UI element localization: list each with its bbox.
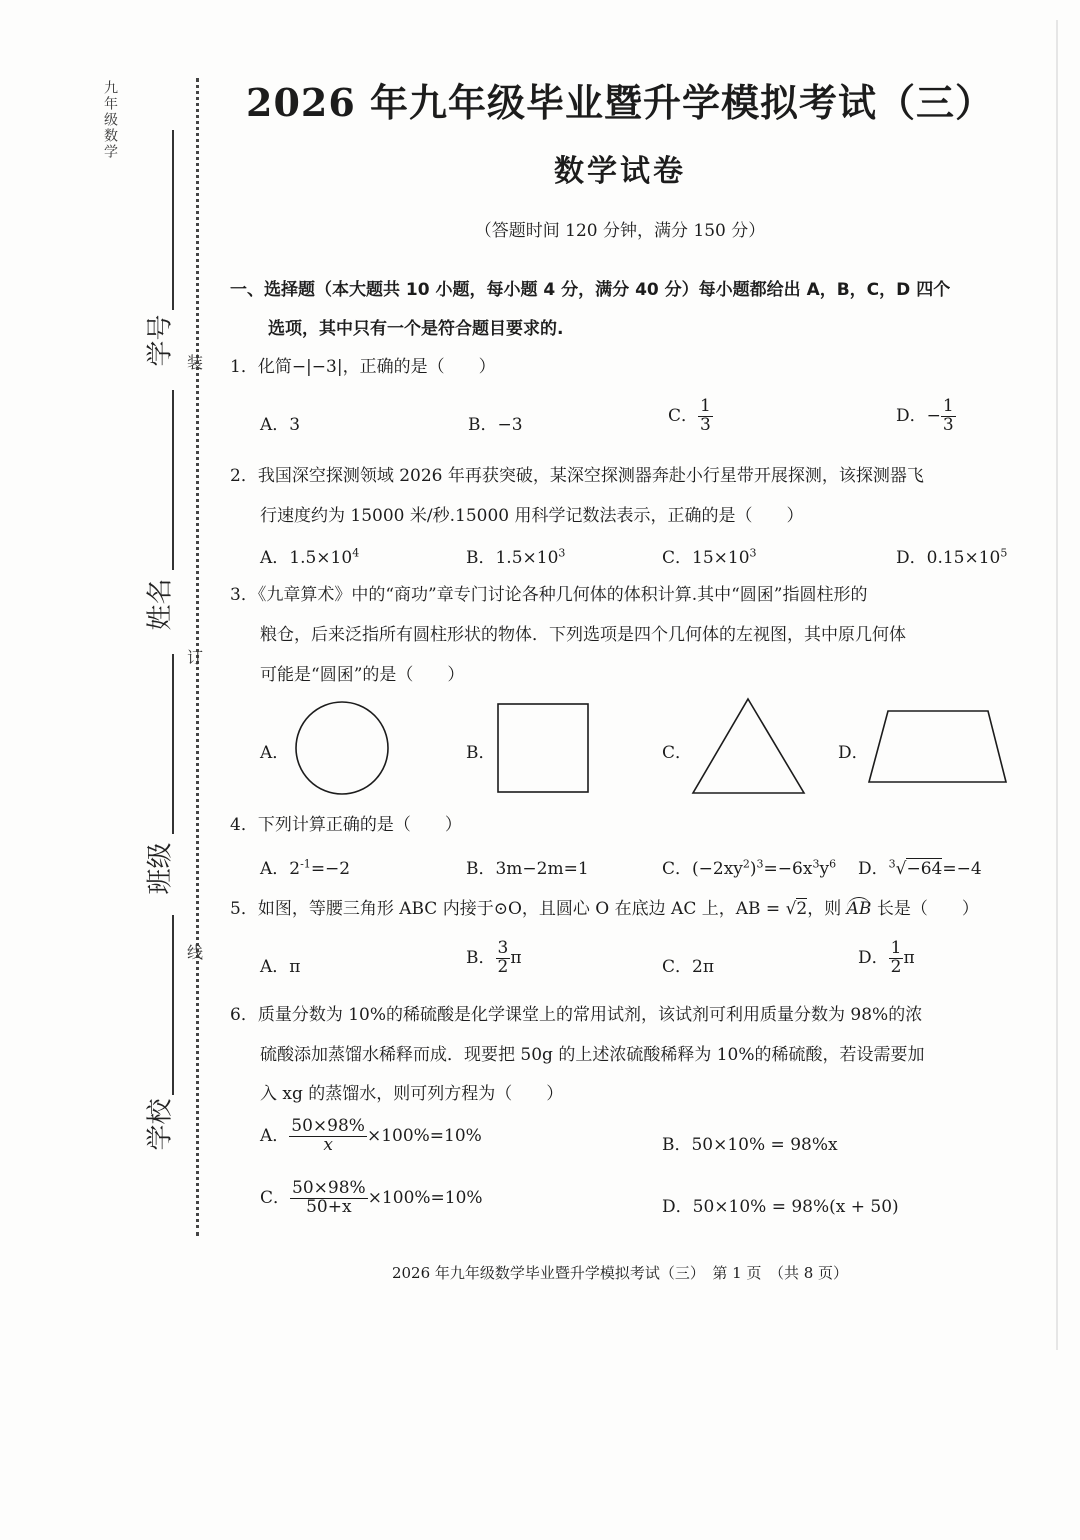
q1-d-den: 3 xyxy=(942,414,954,435)
q2-b-exp: 3 xyxy=(558,546,566,560)
q4-c-pre: C．(−2xy xyxy=(662,859,743,879)
q3-line2: 粮仓，后来泛指所有圆柱形状的物体．下列选项是四个几何体的左视图，其中原几何体 xyxy=(260,625,906,645)
q1-c-num: 1 xyxy=(700,396,711,416)
q3-option-b-label: B． xyxy=(466,743,496,763)
bind-char-zhuang: 装 xyxy=(187,353,204,372)
q4-c-e4: 6 xyxy=(829,857,837,871)
time-note: （答题时间 120 分钟，满分 150 分） xyxy=(474,221,766,241)
q3-square-shape xyxy=(498,704,588,792)
q2-a-text: A．1.5×10 xyxy=(260,548,353,568)
q6-option-a xyxy=(260,1118,482,1155)
bind-char-ding: 订 xyxy=(187,648,204,667)
q5-b-tail: π xyxy=(510,947,522,968)
class-line xyxy=(172,654,174,834)
q6-option-d: D．50×10% = 98%(x + 50) xyxy=(662,1197,899,1217)
exam-subtitle: 数学试卷 xyxy=(554,154,686,189)
q2-d-text: D．0.15×10 xyxy=(896,548,1001,568)
q4-d-idx: 3 xyxy=(888,857,896,871)
q6-c-fraction xyxy=(290,1180,368,1217)
q1-c-den: 3 xyxy=(700,414,711,435)
q4-option-c xyxy=(662,854,836,879)
q1-c-label: C． xyxy=(668,405,699,426)
q1-option-b: B．−3 xyxy=(468,415,523,435)
q3-line3: 可能是“圆囷”的是（ ） xyxy=(260,665,465,685)
q1-d-label: D．− xyxy=(896,405,941,426)
q4-stem: 4．下列计算正确的是（ ） xyxy=(230,815,462,835)
q4-c-e1: 2 xyxy=(742,857,750,871)
q4-a-exp: -1 xyxy=(300,857,311,871)
q2-option-b xyxy=(466,543,565,568)
section1-line1: 一、选择题（本大题共 10 小题，每小题 4 分，满分 40 分）每小题都给出 A，B，C，D 四个 xyxy=(230,280,951,300)
q4-c-mid2: =−6x xyxy=(763,859,813,879)
q4-a-tail: =−2 xyxy=(310,859,351,879)
q4-c-e3: 3 xyxy=(812,857,820,871)
q3-circle-shape xyxy=(296,702,388,794)
q4-option-d xyxy=(858,854,982,879)
school-label: 学校 xyxy=(145,1098,176,1151)
page-footer: 2026 年九年级数学毕业暨升学模拟考试（三） 第 1 页 （共 8 页） xyxy=(391,1264,849,1282)
q5-stem-arc: AB xyxy=(846,899,872,919)
q5-option-c: C．2π xyxy=(662,957,714,977)
q2-b-text: B．1.5×10 xyxy=(466,548,559,568)
q5-stem-c: 长是（ ） xyxy=(871,899,979,919)
exam-title: 2026 年九年级毕业暨升学模拟考试（三） xyxy=(246,80,994,125)
name-label: 姓名 xyxy=(145,578,176,631)
q6-line3: 入 xg 的蒸馏水，则可列方程为（ ） xyxy=(260,1084,564,1104)
q4-c-mid: ) xyxy=(749,859,757,879)
q1-option-d xyxy=(896,398,956,435)
q3-triangle-shape xyxy=(693,699,804,793)
q3-line1: 3．《九章算术》中的“商功”章专门讨论各种几何体的体积计算.其中“圆囷”指圆柱形的 xyxy=(230,585,868,605)
q6-option-c xyxy=(260,1180,483,1217)
q3-square-figure xyxy=(496,702,592,796)
radical-sign: √ xyxy=(785,899,797,919)
q5-d-label: D． xyxy=(858,947,889,968)
q4-c-mid3: y xyxy=(819,859,830,879)
q5-stem-b: ，则 xyxy=(807,899,847,919)
q1-c-fraction xyxy=(698,398,713,435)
school-line xyxy=(172,915,174,1095)
q6-c-tail: ×100%=10% xyxy=(367,1187,483,1208)
q5-option-b xyxy=(466,940,522,977)
q3-triangle-figure xyxy=(690,696,808,796)
q6-a-fraction xyxy=(289,1118,367,1155)
q5-stem xyxy=(230,896,979,922)
q5-stem-sqrt: 2 xyxy=(796,899,808,919)
q2-line1: 2．我国深空探测领域 2026 年再获突破，某深空探测器奔赴小行星带开展探测，该探测器飞 xyxy=(230,466,924,486)
q2-option-a xyxy=(260,543,359,568)
q5-d-num: 1 xyxy=(890,938,902,958)
q3-circle-figure xyxy=(290,700,394,796)
student-id-label: 学号 xyxy=(145,314,176,367)
binding-tag: 九年级数学 xyxy=(102,80,118,160)
q5-option-a: A．π xyxy=(260,957,301,977)
q1-option-a: A．3 xyxy=(260,415,301,435)
q2-c-text: C．15×10 xyxy=(662,548,750,568)
q6-c-num: 50×98% xyxy=(292,1178,366,1198)
q5-b-label: B． xyxy=(466,947,496,968)
q6-line2: 硫酸添加蒸馏水稀释而成．现要把 50g 的上述浓硫酸稀释为 10%的稀硫酸，若设需要加 xyxy=(260,1045,925,1065)
q3-option-a-label: A． xyxy=(260,743,290,763)
q5-option-d xyxy=(858,940,915,977)
q5-stem-a: 5．如图，等腰三角形 ABC 内接于⊙O，且圆心 O 在底边 AC 上，AB = xyxy=(230,899,786,919)
q1-option-c xyxy=(668,398,713,435)
q4-option-a xyxy=(260,854,350,879)
q5-b-num: 3 xyxy=(497,938,509,958)
q6-option-b: B．50×10% = 98%x xyxy=(662,1135,838,1155)
q5-b-fraction xyxy=(496,940,511,977)
q1-d-fraction xyxy=(941,398,956,435)
student-id-line xyxy=(172,130,174,310)
q1-stem: 1．化简−|−3|，正确的是（ ） xyxy=(230,357,496,377)
q2-d-exp: 5 xyxy=(1000,546,1008,560)
q1-d-num: 1 xyxy=(942,396,954,416)
q6-a-label: A． xyxy=(260,1125,290,1146)
name-line xyxy=(172,390,174,570)
q6-c-label: C． xyxy=(260,1187,291,1208)
page-edge-line xyxy=(1056,20,1058,1350)
q4-d-pre: D． xyxy=(858,859,889,879)
q5-d-den: 2 xyxy=(890,956,902,977)
q2-line2: 行速度约为 15000 米/秒.15000 用科学记数法表示，正确的是（ ） xyxy=(260,506,804,526)
q4-d-tail: =−4 xyxy=(942,859,982,879)
q4-option-b: B．3m−2m=1 xyxy=(466,859,589,879)
bind-char-xian: 线 xyxy=(187,943,204,962)
q3-option-c-label: C． xyxy=(662,743,693,763)
radical-sign: √ xyxy=(895,859,907,879)
q6-c-den: 50+x xyxy=(306,1196,352,1217)
class-label: 班级 xyxy=(145,842,176,895)
q4-d-rad: −64 xyxy=(906,859,943,879)
section1-line2: 选项，其中只有一个是符合题目要求的. xyxy=(268,319,564,339)
q6-a-num: 50×98% xyxy=(291,1116,365,1136)
q6-a-tail: ×100%=10% xyxy=(366,1125,482,1146)
q6-a-den: x xyxy=(323,1134,333,1155)
q5-d-tail: π xyxy=(903,947,915,968)
q4-c-e2: 3 xyxy=(756,857,764,871)
q2-option-c xyxy=(662,543,757,568)
q3-option-d-label: D． xyxy=(838,743,869,763)
q2-c-exp: 3 xyxy=(749,546,757,560)
q5-b-den: 2 xyxy=(497,956,509,977)
q3-trapezoid-shape xyxy=(869,711,1006,782)
q3-trapezoid-figure xyxy=(866,708,1010,786)
q2-a-exp: 4 xyxy=(352,546,360,560)
q2-option-d xyxy=(896,543,1007,568)
q6-line1: 6．质量分数为 10%的稀硫酸是化学课堂上的常用试剂，该试剂可利用质量分数为 98%的浓 xyxy=(230,1005,923,1025)
q4-a-text: A．2 xyxy=(260,859,301,879)
q5-d-fraction xyxy=(889,940,904,977)
